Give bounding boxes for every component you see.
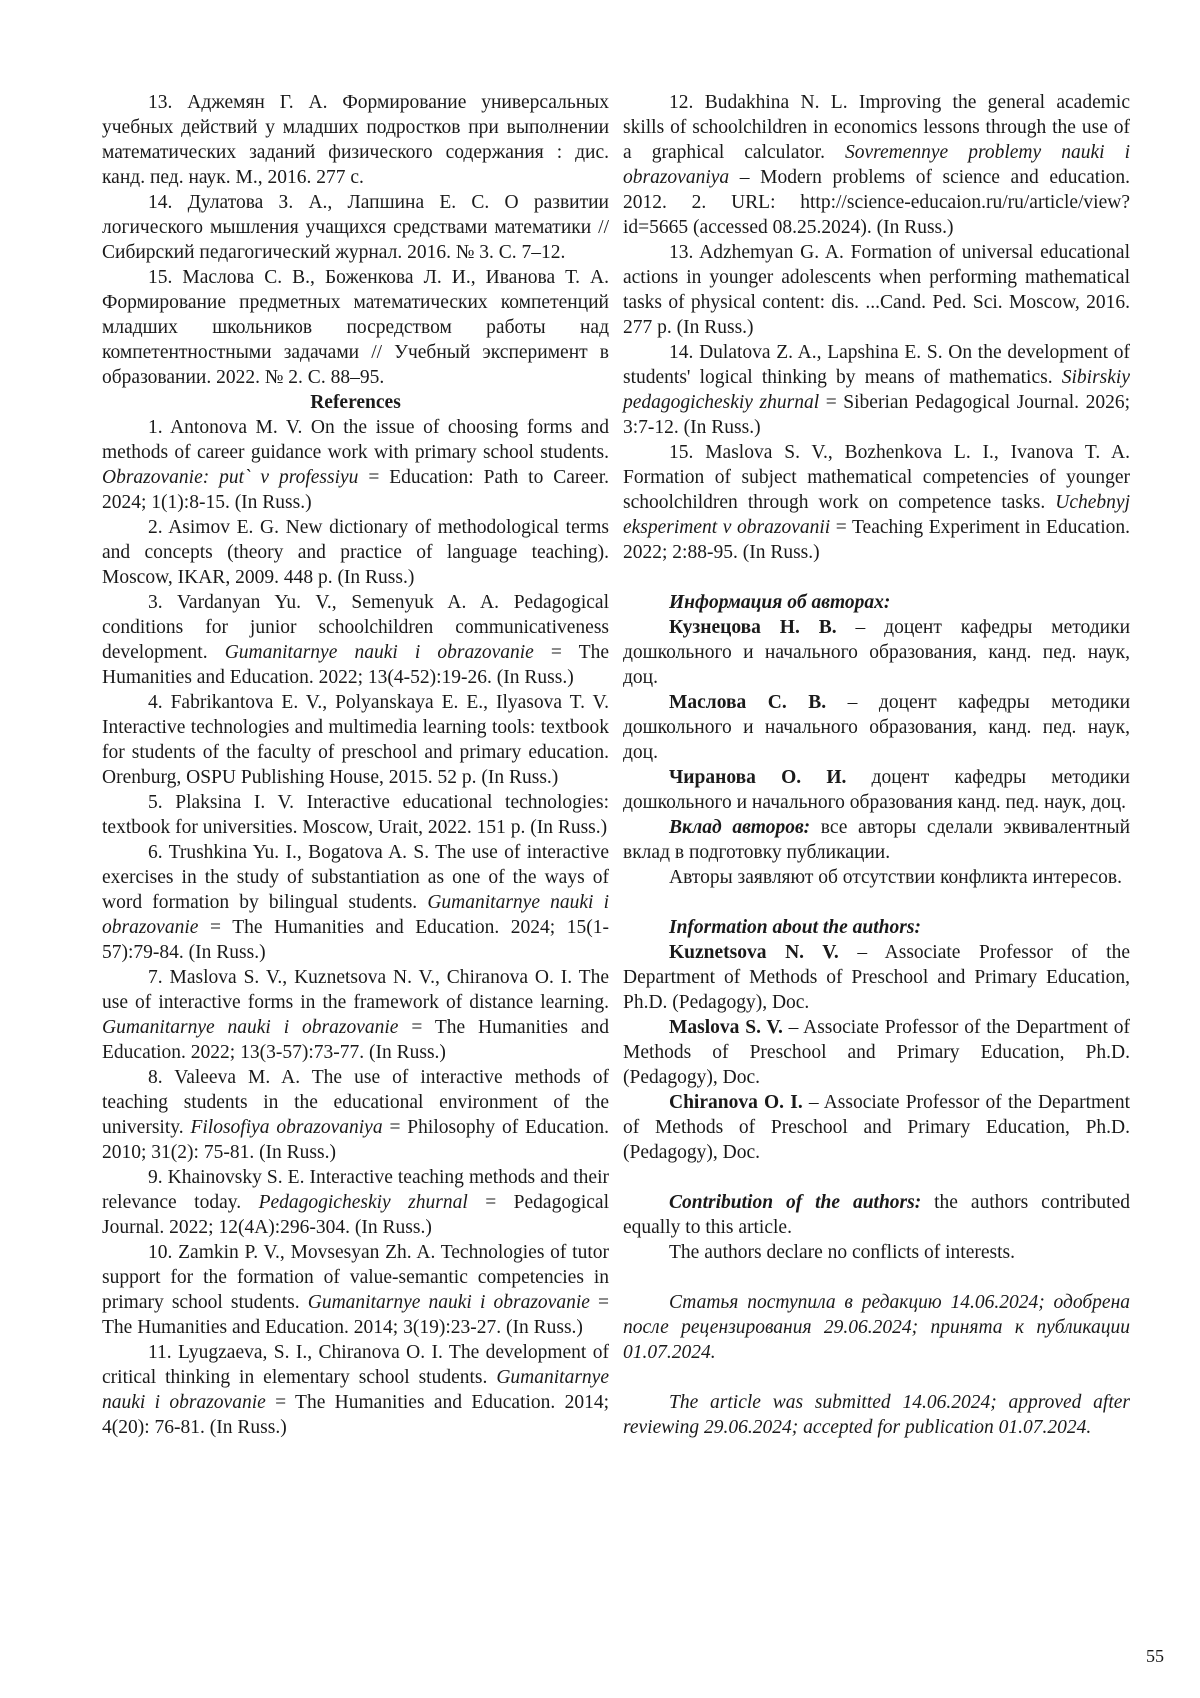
en-reference-3: 3. Vardanyan Yu. V., Semenyuk A. A. Pedagogical conditions for junior schoolchildren communicativeness development. Gumanitarnye nauki i obrazovanie = The Humanities and Education. 2022; 13(4-52):19-26. (In Russ.) xyxy=(102,592,610,688)
ru-conflict: Авторы заявляют об отсутствии конфликта интересов. xyxy=(669,867,1122,888)
en-reference-14: 14. Dulatova Z. A., Lapshina E. S. On the development of students' logical thinking by means of mathematics. Sibirskiy pedagogicheskiy zhurnal = Siberian Pedagogical Journal. 2026; 3:7-12. (In Russ.) xyxy=(623,342,1130,438)
references-heading: References xyxy=(310,392,401,413)
spacer xyxy=(623,1265,1130,1290)
ru-contribution: Вклад авторов: все авторы сделали эквивалентный вклад в подготовку публикации. xyxy=(623,817,1130,863)
en-reference-11: 11. Lyugzaeva, S. I., Chiranova O. I. The development of critical thinking in elementary school students. Gumanitarnye nauki i obrazovanie = The Humanities and Education. 2014; 4(20): 76-81. (In Russ.) xyxy=(102,1342,609,1438)
en-reference-10: 10. Zamkin P. V., Movsesyan Zh. A. Technologies of tutor support for the formation of value-semantic competencies in primary school students. Gumanitarnye nauki i obrazovanie = The Humanities and Education. 2014; 3(19):23-27. (In Russ.) xyxy=(102,1242,609,1338)
en-reference-4: 4. Fabrikantova E. V., Polyanskaya E. E., Ilyasova T. V. Interactive technologies and multimedia learning tools: textbook for students of the faculty of preschool and primary education. Orenburg, OSPU Publishing House, 2015. 52 p. (In Russ.) xyxy=(102,692,609,788)
en-contribution: Contribution of the authors: the authors contributed equally to this article. xyxy=(623,1192,1130,1238)
en-reference-7: 7. Maslova S. V., Kuznetsova N. V., Chiranova O. I. The use of interactive forms in the framework of distance learning. Gumanitarnye nauki i obrazovanie = The Humanities and Education. 2022; 13(3-57):73-77. (In Russ.) xyxy=(102,967,609,1063)
ru-author-1: Кузнецова Н. В. – доцент кафедры методики дошкольного и начального образования, канд. пед. наук, доц. xyxy=(623,617,1131,688)
page-number: 55 xyxy=(1146,1646,1164,1666)
en-author-1: Kuznetsova N. V. – Associate Professor of the Department of Methods of Preschool and Primary Education, Ph.D. (Pedagogy), Doc. xyxy=(623,942,1130,1013)
en-reference-1: 1. Antonova M. V. On the issue of choosing forms and methods of career guidance work with primary school students. Obrazovanie: put` v professiyu = Education: Path to Career. 2024; 1(1):8-15. (In Russ.) xyxy=(102,417,609,513)
en-conflict: The authors declare no conflicts of interests. xyxy=(669,1242,1016,1263)
ru-author-3: Чиранова О. И. доцент кафедры методики дошкольного и начального образования канд. пед. наук, доц. xyxy=(623,767,1130,813)
spacer xyxy=(623,890,1130,915)
en-authors-heading: Information about the authors: xyxy=(669,917,921,938)
right-column xyxy=(623,90,1130,1440)
ru-reference-15: 15. Маслова С. В., Боженкова Л. И., Иванова Т. А. Формирование предметных математических компетенций младших школьников посредством работы над компетентностными задачами // Учебный эксперимент в образовании. 2022. № 2. С. 88–95. xyxy=(102,267,609,388)
ru-author-2: Маслова С. В. – доцент кафедры методики дошкольного и начального образования, канд. пед. наук, доц. xyxy=(623,692,1131,763)
en-article-dates: The article was submitted 14.06.2024; approved after reviewing 29.06.2024; accepted for publication 01.07.2024. xyxy=(623,1392,1130,1438)
en-reference-13: 13. Adzhemyan G. A. Formation of universal educational actions in younger adolescents when performing mathematical tasks of physical content: dis. ...Cand. Ped. Sci. Moscow, 2016. 277 p. (In Russ.) xyxy=(623,242,1130,338)
en-reference-8: 8. Valeeva M. A. The use of interactive methods of teaching students in the educational environment of the university. Filosofiya obrazovaniya = Philosophy of Education. 2010; 31(2): 75-81. (In Russ.) xyxy=(102,1067,609,1163)
en-author-3: Chiranova O. I. – Associate Professor of the Department of Methods of Preschool and Primary Education, Ph.D. (Pedagogy), Doc. xyxy=(623,1092,1130,1163)
en-author-2: Maslova S. V. – Associate Professor of the Department of Methods of Preschool and Primary Education, Ph.D. (Pedagogy), Doc. xyxy=(623,1017,1130,1088)
en-reference-2: 2. Asimov E. G. New dictionary of methodological terms and concepts (theory and practice of language teaching). Moscow, IKAR, 2009. 448 p. (In Russ.) xyxy=(102,517,609,588)
en-reference-5: 5. Plaksina I. V. Interactive educational technologies: textbook for universities. Moscow, Urait, 2022. 151 p. (In Russ.) xyxy=(102,792,609,838)
ru-authors-heading: Информация об авторах: xyxy=(669,592,891,613)
ru-article-dates: Статья поступила в редакцию 14.06.2024; одобрена после рецензирования 29.06.2024; принята к публикации 01.07.2024. xyxy=(623,1292,1130,1363)
ru-reference-14: 14. Дулатова З. А., Лапшина Е. С. О развитии логического мышления учащихся средствами математики // Сибирский педагогический журнал. 2016. № 3. С. 7–12. xyxy=(102,192,609,263)
en-reference-9: 9. Khainovsky S. E. Interactive teaching methods and their relevance today. Pedagogicheskiy zhurnal = Pedagogical Journal. 2022; 12(4A):296-304. (In Russ.) xyxy=(102,1167,609,1238)
spacer xyxy=(623,565,1130,590)
ru-reference-13: 13. Аджемян Г. А. Формирование универсальных учебных действий у младших подростков при выполнении математических заданий физического содержания : дис. канд. пед. наук. М., 2016. 277 с. xyxy=(102,92,609,188)
en-reference-15: 15. Maslova S. V., Bozhenkova L. I., Ivanova T. A. Formation of subject mathematical competencies of younger schoolchildren through work on competence tasks. Uchebnyj eksperiment v obrazovanii = Teaching Experiment in Education. 2022; 2:88-95. (In Russ.) xyxy=(623,442,1130,563)
spacer xyxy=(623,1165,1130,1190)
left-column xyxy=(102,90,609,1440)
spacer xyxy=(623,1365,1130,1390)
en-reference-12: 12. Budakhina N. L. Improving the general academic skills of schoolchildren in economics lessons through the use of a graphical calculator. Sovremennye problemy nauki i obrazovaniya – Modern problems of science and education. 2012. 2. URL: http://science-educaion.ru/ru/article/view?id=5665 (accessed 08.25.2024). (In Russ.) xyxy=(623,92,1130,238)
en-reference-6: 6. Trushkina Yu. I., Bogatova A. S. The use of interactive exercises in the study of substantiation as one of the ways of word formation by bilingual students. Gumanitarnye nauki i obrazovanie = The Humanities and Education. 2024; 15(1-57):79-84. (In Russ.) xyxy=(102,842,610,963)
